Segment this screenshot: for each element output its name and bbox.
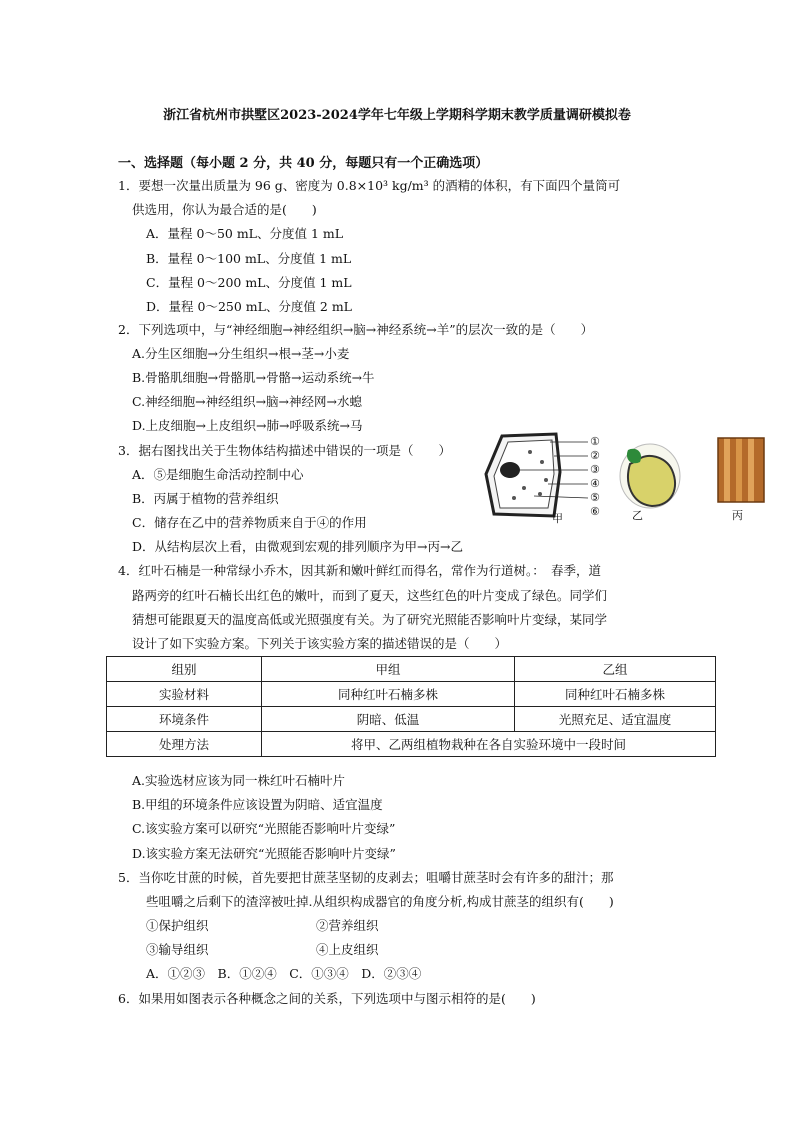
q3-stem: 3．据右图找出关于生物体结构描述中错误的一项是（ ） [118, 443, 451, 458]
q1-stem-line2: 供选用，你认为最合适的是( ) [132, 202, 317, 217]
q4-option-c: C.该实验方案可以研究“光照能否影响叶片变绿” [132, 821, 396, 836]
q1-option-b: B．量程 0～100 mL、分度值 1 mL [146, 251, 352, 266]
q5-stem-line1: 5．当你吃甘蔗的时候，首先要把甘蔗茎坚韧的皮剥去；咀嚼甘蔗茎时会有许多的甜汁；那 [118, 870, 614, 885]
fig-yi-caption: 乙 [632, 509, 643, 522]
cell-label-list [590, 435, 600, 519]
section-heading: 一、选择题（每小题 2 分，共 40 分，每题只有一个正确选项） [118, 156, 489, 171]
q4-stem-line1: 4．红叶石楠是一种常绿小乔木，因其新和嫩叶鲜红而得名，常作为行道树。： 春季，道 [118, 563, 601, 578]
q4-option-d: D.该实验方案无法研究“光照能否影响叶片变绿” [132, 846, 396, 861]
q1-stem-line1: 1．要想一次量出质量为 96 g、密度为 0.8×10³ kg/m³ 的酒精的体积，有下面四个量筒可 [118, 178, 621, 193]
q3-option-a: A．⑤是细胞生命活动控制中心 [132, 467, 304, 482]
q5-choice-4: ④上皮组织 [316, 942, 379, 957]
table-cell: 甲组 [262, 657, 515, 682]
q2-option-c: C.神经细胞→神经组织→脑→神经网→水螅 [132, 394, 362, 409]
table-cell: 阴暗、低温 [262, 707, 515, 732]
fig-jia-caption: 甲 [552, 512, 563, 525]
label-4: ④ [590, 477, 600, 490]
q3-option-c: C．储存在乙中的营养物质来自于④的作用 [132, 515, 367, 530]
q5-options: A．①②③ B．①②④ C．①③④ D．②③④ [146, 966, 422, 981]
table-cell: 将甲、乙两组植物栽种在各自实验环境中一段时间 [262, 732, 716, 757]
q6-stem: 6．如果用如图表示各种概念之间的关系，下列选项中与图示相符的是( ) [118, 991, 536, 1006]
table-row [107, 732, 716, 757]
q4-option-b: B.甲组的环境条件应该设置为阴暗、适宜温度 [132, 797, 383, 812]
q1-option-d: D．量程 0～250 mL、分度值 2 mL [146, 299, 352, 314]
table-row [107, 707, 716, 732]
q2-option-b: B.骨骼肌细胞→骨骼肌→骨骼→运动系统→牛 [132, 370, 375, 385]
q1-option-a: A．量程 0～50 mL、分度值 1 mL [146, 226, 344, 241]
page-title: 浙江省杭州市拱墅区2023-2024学年七年级上学期科学期末教学质量调研模拟卷 [163, 108, 631, 123]
q4-stem-line2: 路两旁的红叶石楠长出红色的嫩叶，而到了夏天，这些红色的叶片变成了绿色。同学们 [132, 588, 608, 603]
table-cell: 环境条件 [107, 707, 262, 732]
q2-stem: 2．下列选项中，与“神经细胞→神经组织→脑→神经系统→羊”的层次一致的是（ ） [118, 322, 594, 337]
table-cell: 乙组 [515, 657, 716, 682]
table-cell: 实验材料 [107, 682, 262, 707]
table-row [107, 657, 716, 682]
fig-bing-caption: 丙 [732, 509, 743, 522]
table-cell: 同种红叶石楠多株 [262, 682, 515, 707]
seed-figure [610, 434, 690, 514]
q4-stem-line4: 设计了如下实验方案。下列关于该实验方案的描述错误的是（ ） [132, 636, 508, 651]
q4-option-a: A.实验选材应该为同一株红叶石楠叶片 [132, 773, 346, 788]
q5-choice-1: ①保护组织 [146, 918, 209, 933]
q4-stem-line3: 猜想可能跟夏天的温度高低或光照强度有关。为了研究光照能否影响叶片变绿，某同学 [132, 612, 608, 627]
q5-choice-3: ③输导组织 [146, 942, 209, 957]
table-cell: 处理方法 [107, 732, 262, 757]
experiment-table [106, 656, 716, 757]
table-cell: 组别 [107, 657, 262, 682]
table-row [107, 682, 716, 707]
table-cell: 光照充足、适宜温度 [515, 707, 716, 732]
label-2: ② [590, 449, 600, 462]
q2-option-d: D.上皮细胞→上皮组织→肺→呼吸系统→马 [132, 418, 363, 433]
tissue-figure [714, 436, 770, 506]
q1-option-c: C．量程 0～200 mL、分度值 1 mL [146, 275, 352, 290]
q3-option-b: B．丙属于植物的营养组织 [132, 491, 279, 506]
label-5: ⑤ [590, 491, 600, 504]
q2-option-a: A.分生区细胞→分生组织→根→茎→小麦 [132, 346, 350, 361]
q3-option-d: D．从结构层次上看，由微观到宏观的排列顺序为甲→丙→乙 [132, 539, 463, 554]
q5-stem-line2: 些咀嚼之后剩下的渣滓被吐掉.从组织构成器官的角度分析,构成甘蔗茎的组织有( ) [146, 894, 614, 909]
label-1: ① [590, 435, 600, 448]
label-6: ⑥ [590, 505, 600, 518]
table-cell: 同种红叶石楠多株 [515, 682, 716, 707]
q5-choice-2: ②营养组织 [316, 918, 379, 933]
label-3: ③ [590, 463, 600, 476]
